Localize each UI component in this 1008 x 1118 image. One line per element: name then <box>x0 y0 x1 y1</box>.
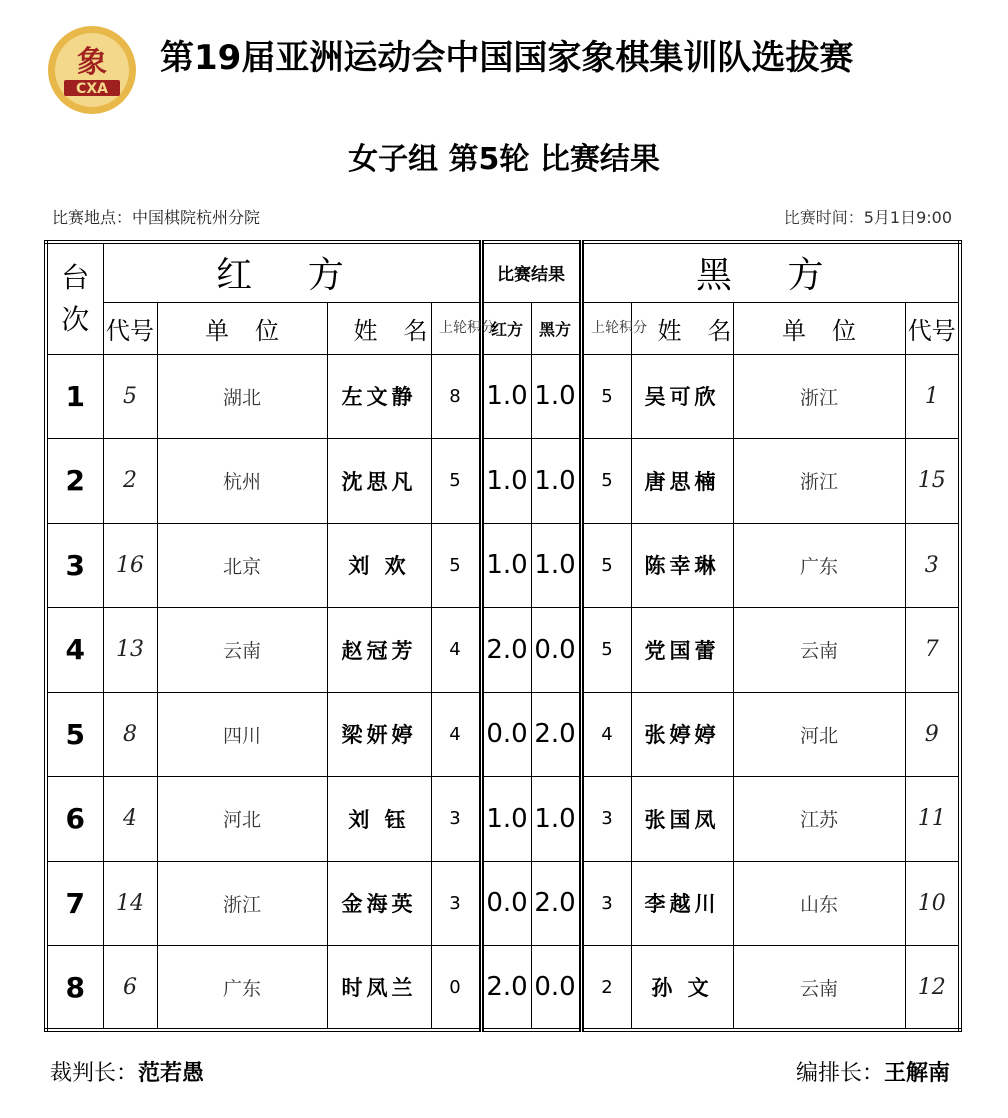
table-row <box>46 692 960 777</box>
header-black-prev-label: 上轮积分 <box>591 320 648 336</box>
arranger-label: 编排长： <box>795 1061 884 1086</box>
cell-red-name: 梁妍婷 <box>327 692 431 777</box>
cell-red-score: 1.0 <box>481 777 531 862</box>
cell-table-no: 8 <box>46 946 103 1031</box>
logo-glyph: 象 <box>77 45 107 80</box>
cell-red-unit: 湖北 <box>157 354 327 439</box>
cell-red-code: 2 <box>103 439 157 524</box>
header-red-prev <box>431 302 495 354</box>
cell-table-no: 4 <box>46 608 103 693</box>
cell-red-name: 刘 钰 <box>327 777 431 862</box>
header-red-unit: 单位 <box>157 302 327 354</box>
cell-black-code: 7 <box>905 608 960 693</box>
cell-black-score: 1.0 <box>531 777 581 862</box>
chief-referee-label: 裁判长： <box>50 1061 139 1086</box>
header-black-unit: 单位 <box>733 302 905 354</box>
header-black-side: 黑 方 <box>581 242 960 302</box>
cell-black-score: 0.0 <box>531 608 581 693</box>
cell-red-code: 4 <box>103 777 157 862</box>
cell-red-prev: 8 <box>431 354 481 439</box>
cell-black-code: 15 <box>905 439 960 524</box>
cell-red-code: 8 <box>103 692 157 777</box>
cell-black-score: 0.0 <box>531 946 581 1031</box>
cell-table-no: 5 <box>46 692 103 777</box>
header-table-no <box>46 242 103 354</box>
header-result: 比赛结果 <box>481 242 581 302</box>
chief-referee-name: 范若愚 <box>138 1060 205 1086</box>
cell-black-prev: 5 <box>581 354 631 439</box>
table-row <box>46 523 960 608</box>
cell-red-code: 13 <box>103 608 157 693</box>
cell-black-code: 3 <box>905 523 960 608</box>
cell-red-unit: 河北 <box>157 777 327 862</box>
cell-red-name: 沈思凡 <box>327 439 431 524</box>
cell-black-code: 10 <box>905 861 960 946</box>
cell-black-unit: 浙江 <box>733 439 905 524</box>
cell-red-prev: 5 <box>431 523 481 608</box>
cell-black-name: 孙 文 <box>631 946 733 1031</box>
cell-black-unit: 云南 <box>733 946 905 1031</box>
cell-red-code: 14 <box>103 861 157 946</box>
page-title: 第19届亚洲运动会中国国家象棋集训队选拔赛 <box>160 38 854 78</box>
cell-red-name: 左文静 <box>327 354 431 439</box>
arranger <box>796 1058 950 1089</box>
cell-black-score: 1.0 <box>531 523 581 608</box>
cell-red-name: 刘 欢 <box>327 523 431 608</box>
cell-red-code: 5 <box>103 354 157 439</box>
page-subtitle: 女子组 第5轮 比赛结果 <box>348 142 660 177</box>
cell-black-name: 张国凤 <box>631 777 733 862</box>
cell-red-score: 0.0 <box>481 861 531 946</box>
cell-red-name: 金海英 <box>327 861 431 946</box>
header-black-name: 姓名 <box>631 302 733 354</box>
header-black-code: 代号 <box>905 302 960 354</box>
header-black-prev <box>581 302 648 354</box>
cell-black-prev: 4 <box>581 692 631 777</box>
cell-red-score: 2.0 <box>481 946 531 1031</box>
cell-red-prev: 5 <box>431 439 481 524</box>
cell-black-prev: 3 <box>581 861 631 946</box>
table-row <box>46 861 960 946</box>
cell-red-unit: 云南 <box>157 608 327 693</box>
cell-black-code: 12 <box>905 946 960 1031</box>
cell-red-unit: 北京 <box>157 523 327 608</box>
cell-red-code: 6 <box>103 946 157 1031</box>
header-red-name: 姓名 <box>327 302 431 354</box>
cell-table-no: 3 <box>46 523 103 608</box>
cell-black-name: 李越川 <box>631 861 733 946</box>
cell-red-code: 16 <box>103 523 157 608</box>
cell-table-no: 2 <box>46 439 103 524</box>
cell-black-score: 2.0 <box>531 861 581 946</box>
cell-red-score: 1.0 <box>481 523 531 608</box>
arranger-name: 王解南 <box>883 1060 950 1086</box>
cell-table-no: 1 <box>46 354 103 439</box>
cell-red-score: 0.0 <box>481 692 531 777</box>
cell-red-name: 时凤兰 <box>327 946 431 1031</box>
cell-red-unit: 广东 <box>157 946 327 1031</box>
header-red-result: 红方 <box>481 302 531 354</box>
cell-red-name: 赵冠芳 <box>327 608 431 693</box>
header-red-code: 代号 <box>103 302 157 354</box>
cell-black-code: 9 <box>905 692 960 777</box>
cell-black-unit: 浙江 <box>733 354 905 439</box>
cell-black-prev: 3 <box>581 777 631 862</box>
cell-black-name: 张婷婷 <box>631 692 733 777</box>
cell-black-unit: 云南 <box>733 608 905 693</box>
cell-black-name: 吴可欣 <box>631 354 733 439</box>
logo-text: CXA <box>76 81 108 97</box>
table-row <box>46 777 960 862</box>
header-red-side: 红 方 <box>103 242 481 302</box>
table-row <box>46 946 960 1031</box>
cell-black-name: 陈幸琳 <box>631 523 733 608</box>
table-row <box>46 439 960 524</box>
cell-red-prev: 4 <box>431 692 481 777</box>
chief-referee <box>50 1058 204 1089</box>
cell-table-no: 6 <box>46 777 103 862</box>
results-table <box>44 240 962 1032</box>
cell-black-score: 2.0 <box>531 692 581 777</box>
cell-black-score: 1.0 <box>531 439 581 524</box>
cell-black-prev: 5 <box>581 608 631 693</box>
header-row-bottom <box>46 302 960 354</box>
header-row-top <box>46 242 960 302</box>
header-black-result: 黑方 <box>531 302 581 354</box>
cell-black-unit: 山东 <box>733 861 905 946</box>
cell-red-score: 2.0 <box>481 608 531 693</box>
header-table-no-label: 台次 <box>61 260 90 336</box>
cell-black-unit: 江苏 <box>733 777 905 862</box>
cell-red-prev: 3 <box>431 861 481 946</box>
cell-black-prev: 5 <box>581 523 631 608</box>
cell-black-name: 党国蕾 <box>631 608 733 693</box>
cell-black-score: 1.0 <box>531 354 581 439</box>
cell-black-prev: 5 <box>581 439 631 524</box>
cell-black-prev: 2 <box>581 946 631 1031</box>
venue-text: 比赛地点：中国棋院杭州分院 <box>52 208 261 227</box>
cxa-logo <box>46 24 138 116</box>
cell-red-score: 1.0 <box>481 439 531 524</box>
cell-black-code: 1 <box>905 354 960 439</box>
cell-red-unit: 四川 <box>157 692 327 777</box>
cell-red-unit: 杭州 <box>157 439 327 524</box>
cell-black-name: 唐思楠 <box>631 439 733 524</box>
cell-black-unit: 广东 <box>733 523 905 608</box>
cell-table-no: 7 <box>46 861 103 946</box>
time-text: 比赛时间：5月1日9:00 <box>783 208 952 227</box>
cell-red-prev: 3 <box>431 777 481 862</box>
cell-red-score: 1.0 <box>481 354 531 439</box>
cell-black-code: 11 <box>905 777 960 862</box>
table-row <box>46 608 960 693</box>
header-red-prev-label: 上轮积分 <box>439 320 495 336</box>
cell-red-unit: 浙江 <box>157 861 327 946</box>
cell-red-prev: 0 <box>431 946 481 1031</box>
cell-red-prev: 4 <box>431 608 481 693</box>
table-row <box>46 354 960 439</box>
cell-black-unit: 河北 <box>733 692 905 777</box>
